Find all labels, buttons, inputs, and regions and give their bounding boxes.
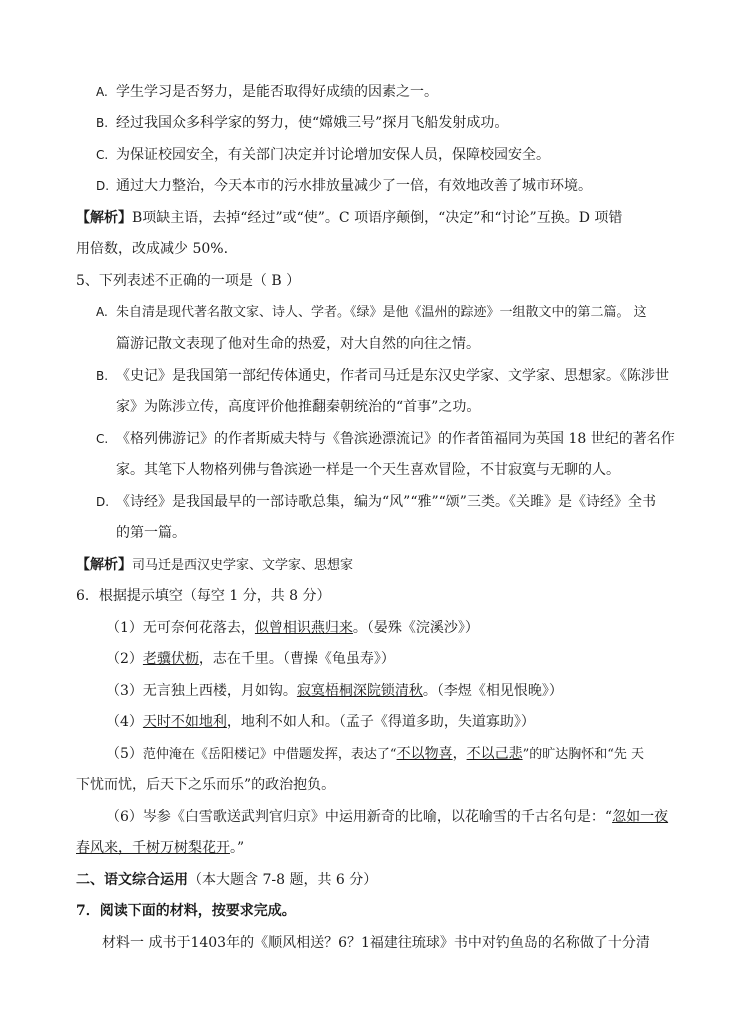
q5-option-c xyxy=(96,429,675,449)
q7-stem: 7．阅读下面的材料，按要求完成。 xyxy=(76,903,296,919)
q6-item-5 xyxy=(106,744,644,765)
q6-item-6 xyxy=(106,807,668,827)
q5-analysis xyxy=(76,555,353,576)
q5-option-b xyxy=(96,366,669,386)
option-text: 通过大力整治，今天本市的污水排放量减少了一倍，有效地改善了城市环境。 xyxy=(116,178,592,194)
q6-stem: 6．根据提示填空（每空 1 分，共 8 分） xyxy=(76,588,331,604)
analysis-text: 司马迁是西汉史学家、文学家、思想家 xyxy=(132,558,354,573)
item-number: （1） xyxy=(106,620,143,636)
item-source: ，志在千里。（曹操《龟虽寿》） xyxy=(198,651,395,667)
item-answer: 春风来，千树万树梨花开 xyxy=(76,840,230,856)
option-label: A. xyxy=(96,305,108,319)
item-source: 。（李煜《相见恨晚》） xyxy=(422,683,563,699)
item-answer: 不以己悲 xyxy=(466,746,523,762)
item-answer: 忽如一夜 xyxy=(612,809,669,825)
q6-item-4 xyxy=(106,712,535,732)
q5-option-a xyxy=(96,302,647,323)
option-text: 朱自清是现代著名散文家、诗人、学者。《绿》是他《温州的踪迹》一组散文中的第二篇。 这 xyxy=(116,305,647,320)
q5-option-d xyxy=(96,492,656,512)
option-label: C. xyxy=(96,432,109,446)
section-note: （本大题含 7-8 题，共 6 分） xyxy=(188,872,378,888)
item-text: ， xyxy=(452,746,467,762)
q5-option-d-cont: 的第一篇。 xyxy=(116,525,186,541)
option-label: A. xyxy=(96,85,108,99)
q4-option-d xyxy=(96,176,592,196)
option-text: 经过我国众多科学家的努力，使“嫦娥三号”探月飞船发射成功。 xyxy=(116,115,509,131)
item-number: （5） xyxy=(106,746,143,762)
item-number: （2） xyxy=(106,651,143,667)
analysis-tag: 【解析】 xyxy=(76,557,132,573)
option-label: B. xyxy=(96,369,109,383)
option-text: 学生学习是否努力，是能否取得好成绩的因素之一。 xyxy=(116,84,438,100)
section-title: 二、语文综合运用 xyxy=(76,872,188,888)
q6-item-6-cont xyxy=(76,838,244,858)
item-number: （4） xyxy=(106,714,143,730)
option-label: D. xyxy=(96,495,110,509)
q6-item-3 xyxy=(106,681,563,701)
q4-option-c xyxy=(96,145,550,165)
option-text: 为保证校园安全，有关部门决定并讨论增加安保人员，保障校园安全。 xyxy=(116,147,550,163)
item-text: ”的旷达胸怀和“先 天 xyxy=(522,747,645,762)
item-text: 无言独上西楼，月如钩。 xyxy=(142,683,297,699)
option-label: C. xyxy=(96,148,109,162)
q5-stem: 5、下列表述不正确的一项是（ B ） xyxy=(76,273,301,289)
item-answer: 不以物喜 xyxy=(396,746,453,762)
item-text: 岑参《白雪歌送武判官归京》中运用新奇的比喻，以花喻雪的千古名句是：“ xyxy=(142,809,613,825)
item-source: ，地利不如人和。（孟子《得道多助，失道寡助》） xyxy=(226,714,535,730)
q6-item-2 xyxy=(106,649,395,669)
option-text: 《史记》是我国第一部纪传体通史，作者司马迁是东汉史学家、文学家、思想家。《陈涉世 xyxy=(116,368,669,384)
item-text: 范仲淹在《岳阳楼记》中借题发挥，表达了“ xyxy=(142,747,397,762)
item-text: 。” xyxy=(230,840,245,856)
item-answer: 似曾相识燕归来 xyxy=(254,620,353,636)
item-answer: 老骥伏枥 xyxy=(142,651,199,667)
option-label: B. xyxy=(96,116,109,130)
option-text: 《诗经》是我国最早的一部诗歌总集，编为“风”“雅”“颂”三类。《关雎》是《诗经》全书 xyxy=(116,494,656,510)
item-text: 无可奈何花落去， xyxy=(142,620,255,636)
option-label: D. xyxy=(96,179,110,193)
q5-option-a-cont: 篇游记散文表现了他对生命的热爱，对大自然的向往之情。 xyxy=(116,336,480,352)
q7-material-1: 材料一 成书于1403年的《顺风相送？6？1福建往琉球》书中对钓鱼岛的名称做了十分清 xyxy=(102,935,650,951)
analysis-tag: 【解析】 xyxy=(76,210,132,226)
q5-option-c-cont: 家。其笔下人物格列佛与鲁滨逊一样是一个天生喜欢冒险，不甘寂寞与无聊的人。 xyxy=(116,462,620,478)
q4-analysis xyxy=(76,208,622,228)
analysis-text: B项缺主语，去掉“经过”或“使”。C 项语序颠倒，“决定”和“讨论”互换。D 项错 xyxy=(132,210,623,226)
q4-analysis-cont xyxy=(76,239,228,259)
q4-option-a xyxy=(96,82,438,102)
item-number: （3） xyxy=(106,683,143,699)
section-2-heading xyxy=(76,870,377,890)
option-text: 《格列佛游记》的作者斯威夫特与《鲁滨逊漂流记》的作者笛福同为英国 18 世纪的著名作 xyxy=(116,431,675,447)
item-answer: 寂寞梧桐深院锁清秋 xyxy=(296,683,423,699)
analysis-text: 用倍数，改成减少 50%. xyxy=(76,241,229,257)
q6-item-1 xyxy=(106,618,479,638)
q5-option-b-cont: 家》为陈涉立传，高度评价他推翻秦朝统治的“首事”之功。 xyxy=(116,399,481,415)
item-answer: 天时不如地利 xyxy=(142,714,227,730)
item-source: 。（晏殊《浣溪沙》） xyxy=(352,620,479,636)
item-number: （6） xyxy=(106,809,143,825)
q6-item-5-cont: 下忧而忧，后天下之乐而乐”的政治抱负。 xyxy=(76,777,336,793)
q4-option-b xyxy=(96,113,508,133)
